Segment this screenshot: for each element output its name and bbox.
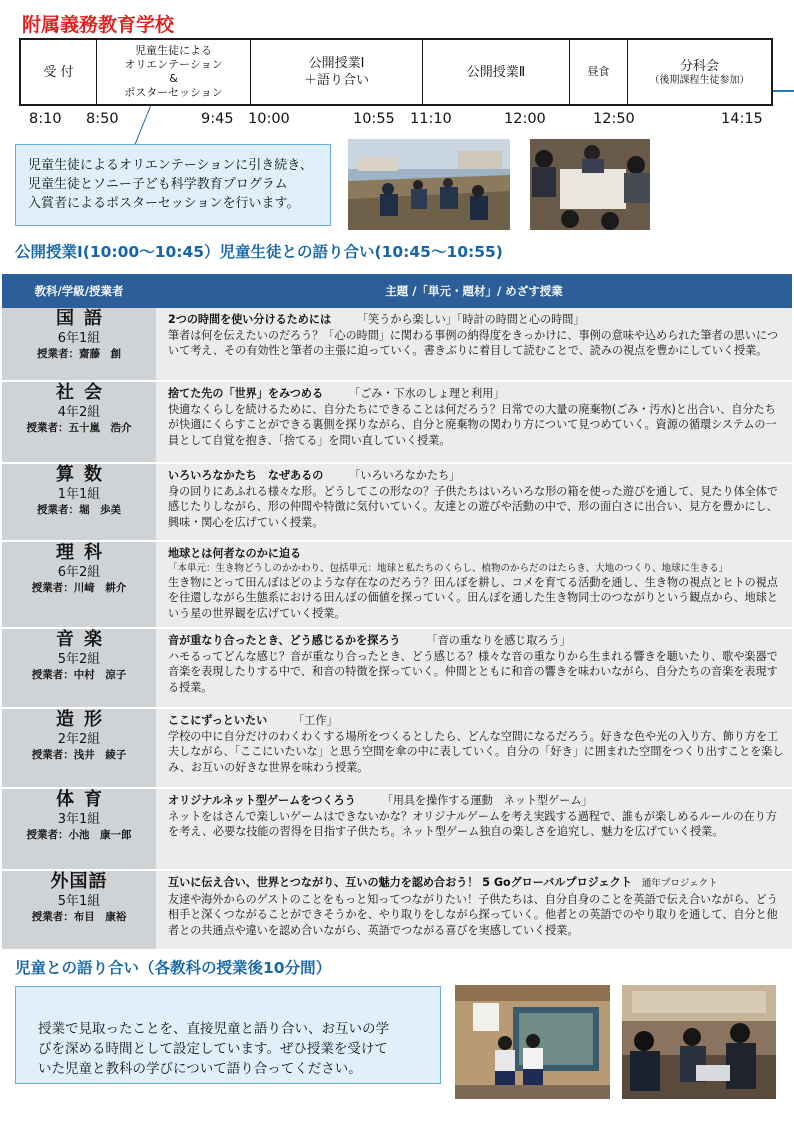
schedule-breakout: 分科会 （後期課程生徒参加） <box>649 58 750 86</box>
subject-name: 外国語 <box>50 871 108 892</box>
time-label: 10:00 <box>248 111 290 127</box>
subject-name: 体育 <box>56 789 112 810</box>
lesson-unit: 「用具を操作する運動 ネット型ゲーム」 <box>381 794 593 807</box>
photo-field-activity <box>348 139 510 230</box>
schedule-bar <box>19 38 773 106</box>
subject-name: 社会 <box>56 382 112 403</box>
class-label: 5年1組 <box>57 894 101 909</box>
time-label: 12:50 <box>593 111 635 127</box>
lesson-unit: 「本単元：生き物どうしのかかわり、包括単元：地球と私たちのくらし、植物のからだのはたらき、大地のつくり、地球に生きる」 <box>168 562 729 574</box>
schedule-lunch: 昼食 <box>570 40 628 104</box>
lesson-unit: 「いろいろなかたち」 <box>349 469 461 482</box>
table-row <box>2 708 792 788</box>
teacher-name: 授業者：小池 康一郎 <box>26 829 132 841</box>
lesson-description: 身の回りにあふれる様々な形。どうしてこの形なの？子供たちはいろいろな形の箱を使った遊びを通して、見たり体全体で感じたりしながら、形の仲間や特徴に気付いていく。友達との遊びや活動の中で、形の面白さに出合い、見方を豊かにし、興味・関心を広げていく授業。 <box>168 484 778 529</box>
class-label: 2年2組 <box>57 732 101 747</box>
lesson-theme: 捨てた先の「世界」をみつめる <box>168 387 324 400</box>
time-label: 8:10 <box>29 111 62 127</box>
photo-poster-session <box>530 139 650 230</box>
schedule-reception: 受 付 <box>21 40 97 104</box>
lesson-description: 学校の中に自分だけのわくわくする場所をつくるとしたら、どんな空間になるだろう。好きな色や光の入り方、飾り方を工夫しながら、「ここにいたいな」と思う空間を傘の中に表していく。自分の「好き」に囲まれた空間をつくり出すことを楽しみ、お互いの好きな世界を味わう授業。 <box>168 729 784 774</box>
subject-name: 算数 <box>56 464 112 485</box>
lesson-theme: 2つの時間を使い分けるためには <box>168 313 332 326</box>
table-row <box>2 541 792 628</box>
table-row <box>2 628 792 708</box>
lesson-theme: いろいろなかたち なぜあるの <box>168 469 324 482</box>
lesson-description: ネットをはさんで楽しいゲームはできないかな？オリジナルゲームを考え実践する過程で、誰もが楽しめるルールの在り方を考え、必要な技能の習得を目指す子供たち。ネット型ゲーム独自の楽しさを追究し、魅力を広げていく授業。 <box>168 809 777 838</box>
orientation-note: 児童生徒によるオリエンテーションに引き続き、 児童生徒とソニー子ども科学教育プログラム 入賞者によるポスターセッションを行います。 <box>15 144 331 226</box>
teacher-name: 授業者：川﨑 耕介 <box>31 582 127 594</box>
time-label: 14:15 <box>721 111 763 127</box>
teacher-name: 授業者：浅井 綾子 <box>31 749 127 761</box>
subject-name: 音楽 <box>56 629 112 650</box>
table-header-subject: 教科/学級/授業者 <box>2 274 156 308</box>
subject-name: 理科 <box>56 542 112 563</box>
lesson-theme: 地球とは何者なのかに迫る <box>168 547 302 560</box>
section-title-dialog: 児童との語り合い（各教科の授業後10分間） <box>15 959 332 977</box>
lesson-description: 生き物にとって田んぼはどのような存在なのだろう？田んぼを耕し、コメを育てる活動を通し、生き物の視点とヒトの視点を往還しながら生態系における田んぼの価値を探っていく。田んぼを通した生き物同士のつながりという観点から、地球という星の世界観を広げていく授業。 <box>168 575 778 620</box>
table-row <box>2 463 792 541</box>
subject-name: 造形 <box>56 709 112 730</box>
lesson-unit: 通年プロジェクト <box>641 878 718 889</box>
time-label: 9:45 <box>201 111 234 127</box>
table-header-theme: 主題 /「単元・題材」/ めざす授業 <box>156 274 792 308</box>
lesson-theme: ここにずっといたい <box>168 714 268 727</box>
table-row <box>2 788 792 870</box>
time-label: 8:50 <box>86 111 119 127</box>
table-row <box>2 381 792 463</box>
schedule-orientation: 児童生徒による オリエンテーション & ポスターセッション <box>97 40 251 104</box>
connector-line <box>773 90 794 92</box>
class-label: 5年2組 <box>57 652 101 667</box>
class-label: 6年2組 <box>57 565 101 580</box>
class-label: 3年1組 <box>57 812 101 827</box>
teacher-name: 授業者：堀 歩美 <box>37 504 121 516</box>
page-title: 附属義務教育学校 <box>22 14 175 36</box>
lesson-unit: 「ごみ・下水のしょ理と利用」 <box>349 387 505 400</box>
class-label: 4年2組 <box>57 405 101 420</box>
lesson-unit: 「音の重なりを感じ取ろう」 <box>426 634 571 647</box>
lesson-table <box>2 274 792 951</box>
teacher-name: 授業者：布目 康裕 <box>31 911 127 923</box>
class-label: 1年1組 <box>57 487 101 502</box>
lesson-description: 筆者は何を伝えたいのだろう？「心の時間」に関わる事例の納得度をきっかけに、事例の意味や込められた筆者の思いについて考え、その有効性と筆者の主張に迫っていく。書きぶりに着目して読むことで、読みの視点を豊かにしていく授業。 <box>168 328 778 357</box>
photo-students-board <box>455 985 610 1099</box>
dialog-note: 授業で見取ったことを、直接児童と語り合い、お互いの学 びを深める時間として設定しています。ぜひ授業を受けて いた児童と教科の学びについて語り合ってください。 <box>15 986 441 1084</box>
lesson-theme: 互いに伝え合い、世界とつながり、互いの魅力を認め合おう！ 5 Goグローバルプロジェクト <box>168 876 632 889</box>
subject-name: 国語 <box>56 308 112 329</box>
time-label: 10:55 <box>353 111 395 127</box>
time-label: 12:00 <box>504 111 546 127</box>
teacher-name: 授業者：五十嵐 浩介 <box>26 422 132 434</box>
section-title-class-1: 公開授業Ⅰ(10:00〜10:45）児童生徒との語り合い(10:45〜10:55) <box>15 243 503 261</box>
lesson-unit: 「笑うから楽しい」「時計の時間と心の時間」 <box>357 313 585 326</box>
class-label: 6年1組 <box>57 331 101 346</box>
lesson-description: 快適なくらしを続けるために、自分たちにできることは何だろう？日常での大量の廃棄物(ごみ・汚水)と出合い、自分たちが快適にくらすことができる裏側を探りながら、自分と廃棄物の関わり方について見つめていく。資源の循環システムの一員として自覚を抱き、「捨てる」を問い直していく授業。 <box>168 402 777 447</box>
lesson-theme: オリジナルネット型ゲームをつくろう <box>168 794 356 807</box>
lesson-unit: 「工作」 <box>293 714 338 727</box>
lesson-theme: 音が重なり合ったとき、どう感じるかを探ろう <box>168 634 401 647</box>
lesson-description: 友達や海外からのゲストのことをもっと知ってつながりたい！子供たちは、自分自身のことを英語で伝え合いながら、どう相手と深くつながることができそうかを、やり取りをしながら探っていく。他者との英語でのやり取りを通して、自分と他者との共通点や違いを認め合いながら、英語でつながる喜びを実感していく授業。 <box>168 892 778 937</box>
time-label: 11:10 <box>410 111 452 127</box>
table-row <box>2 870 792 950</box>
table-row <box>2 308 792 381</box>
lesson-description: ハモるってどんな感じ？音が重なり合ったとき、どう感じる？様々な音の重なりから生まれる響きを聴いたり、歌や楽器で音楽を表現したりする中で、和音の特徴を探っていく。仲間とともに和音の響きを味わいながら、自分たちの音楽を表現する授業。 <box>168 649 778 694</box>
teacher-name: 授業者：齋藤 創 <box>37 348 121 360</box>
callout-pointer <box>134 106 152 147</box>
teacher-name: 授業者：中村 涼子 <box>31 669 127 681</box>
photo-classroom-dialog <box>622 985 776 1099</box>
schedule-class-2: 公開授業Ⅱ <box>423 40 570 104</box>
schedule-class-1: 公開授業Ⅰ ＋語り合い <box>251 40 423 104</box>
